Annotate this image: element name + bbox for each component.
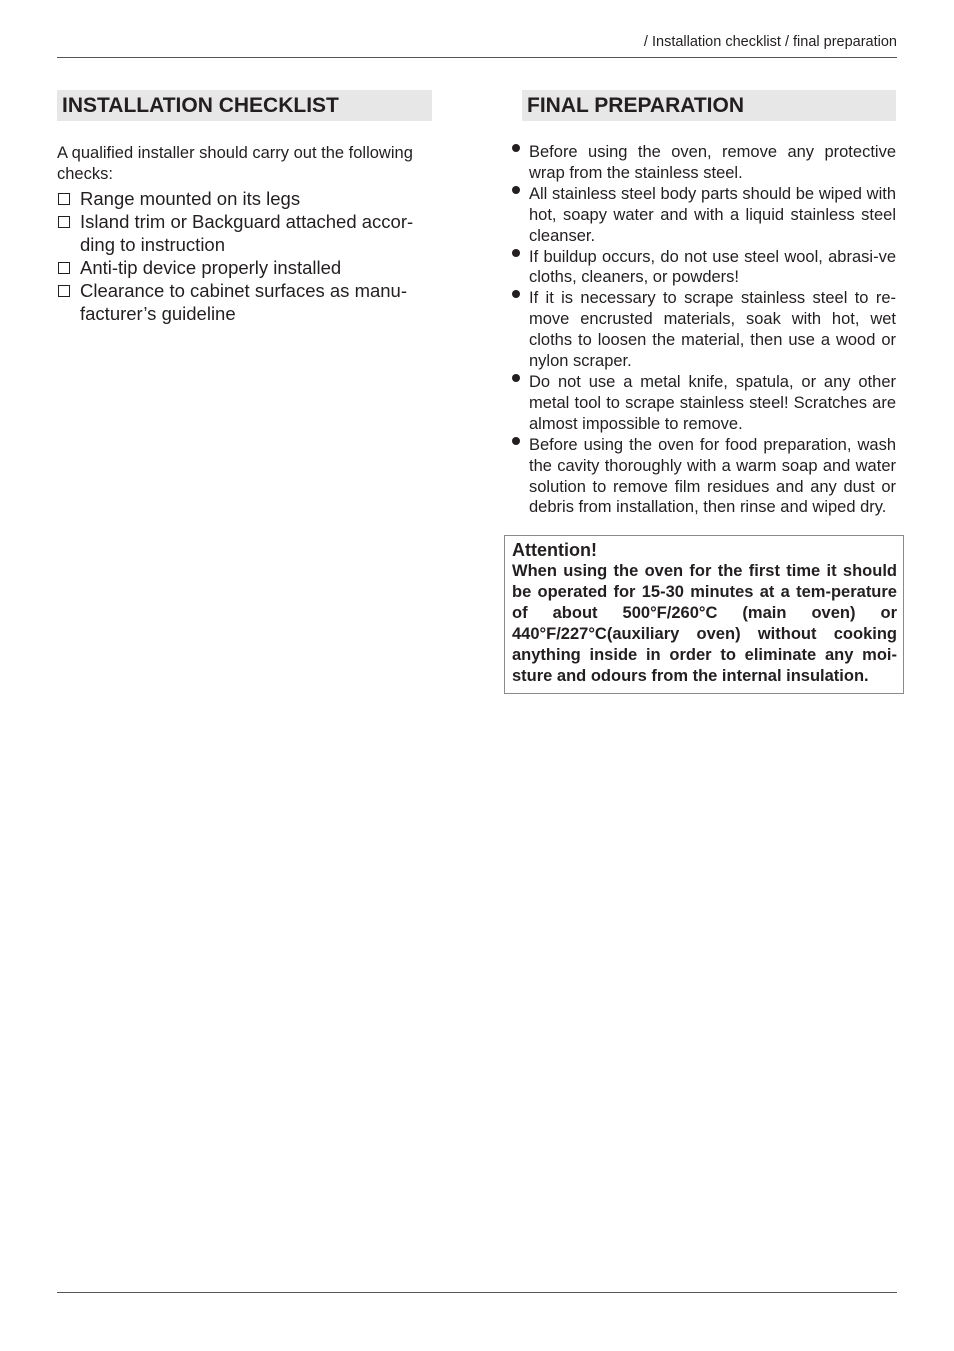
bullet-icon (512, 374, 520, 382)
checklist-item (57, 256, 430, 279)
list-item-text: All stainless steel body parts should be wiped with hot, soapy water and with a liquid stainless steel cleanser. (529, 184, 896, 245)
list-item-text: Before using the oven, remove any protective wrap from the stainless steel. (529, 143, 896, 182)
attention-title: Attention! (512, 540, 597, 561)
checkbox-icon (58, 262, 70, 274)
list-item-text: If buildup occurs, do not use steel wool, abrasi-ve cloths, cleaners, or powders! (529, 247, 896, 287)
final-preparation-section (504, 90, 904, 694)
checklist-intro: A qualified installer should carry out the following checks: (57, 144, 413, 183)
checklist-item-label: Range mounted on its legs (80, 188, 301, 209)
final-preparation-heading: FINAL PREPARATION (522, 90, 896, 121)
bullet-icon (512, 249, 520, 257)
list-item-text: If it is necessary to scrape stainless steel to re-move encrusted materials, soak with hot, wet cloths to loosen the material, then use a wood or nylon scraper. (529, 289, 896, 371)
installation-checklist-heading: INSTALLATION CHECKLIST (57, 90, 432, 121)
list-item (504, 435, 896, 519)
checklist-item (57, 187, 430, 210)
bullet-icon (512, 437, 520, 445)
list-item (504, 142, 896, 184)
checklist-item-label: Island trim or Backguard attached accor-ding to instruction (80, 211, 414, 255)
header-rule (57, 57, 897, 58)
bullet-icon (512, 144, 520, 152)
installation-checklist-section (57, 90, 449, 325)
list-item (504, 184, 896, 247)
checklist-item-label: Clearance to cabinet surfaces as manu-facturer’s guideline (80, 280, 408, 324)
list-item (504, 372, 896, 435)
bullet-icon (512, 186, 520, 194)
attention-box (504, 535, 904, 694)
checklist-item (57, 279, 430, 325)
checklist-item-label: Anti-tip device properly installed (80, 257, 342, 278)
checkbox-icon (58, 285, 70, 297)
list-item-text: Before using the oven for food preparation, wash the cavity thoroughly with a warm soap and water solution to remove film residues and any dust or debris from installation, then rinse and wiped dry. (529, 435, 896, 517)
list-item (504, 288, 896, 372)
checkbox-icon (58, 216, 70, 228)
checklist (57, 187, 449, 325)
list-item (504, 247, 896, 289)
bullet-icon (512, 290, 520, 298)
final-preparation-list (504, 142, 904, 518)
attention-body: When using the oven for the first time it should be operated for 15-30 minutes at a tem-perature of about 500°F/260°C (main oven) or 440°F/227°C(auxiliary oven) without cooking anything inside in order to eliminate any moi-sture and odours from the internal insulation. (512, 562, 897, 686)
running-header: / Installation checklist / final preparation (643, 34, 897, 50)
checklist-item (57, 210, 430, 256)
footer-rule (57, 1292, 897, 1293)
checkbox-icon (58, 193, 70, 205)
list-item-text: Do not use a metal knife, spatula, or any other metal tool to scrape stainless steel! Scratches are almost impossible to remove. (529, 372, 896, 433)
